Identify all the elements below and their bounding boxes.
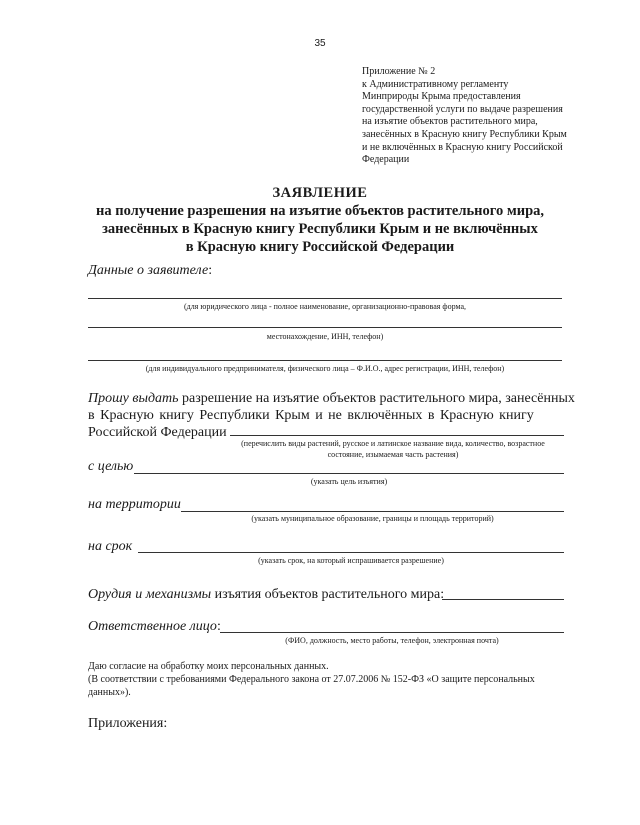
- responsible-caption: (ФИО, должность, место работы, телефон, электронная почта): [285, 636, 499, 645]
- consent-block: [88, 660, 568, 699]
- territory-caption: (указать муниципальное образование, границы и площадь территорий): [251, 514, 494, 523]
- page-number: 35: [314, 38, 326, 49]
- document-title: [0, 184, 640, 256]
- title-heading: ЗАЯВЛЕНИЕ: [272, 185, 368, 201]
- responsible-field[interactable]: [220, 632, 564, 633]
- request-line2: в Красную книгу Республики Крым и не включённых в Красную книгу: [88, 408, 534, 423]
- title-line: на получение разрешения на изъятие объектов растительного мира,: [95, 203, 545, 219]
- applicant-label-text: Данные о заявителе: [88, 263, 209, 278]
- appendix-line: Минприроды Крыма предоставления: [362, 91, 521, 103]
- appendix-header: [362, 66, 592, 167]
- species-caption-b: состояние, изымаемая часть растения): [327, 450, 459, 459]
- appendix-line: государственной услуги по выдаче разрешения: [362, 103, 563, 115]
- applicant-colon: :: [208, 263, 213, 278]
- appendix-line: к Административному регламенту: [362, 78, 509, 90]
- appendix-line: занесённых в Красную книгу Республики Крым: [362, 128, 567, 140]
- consent-line: данных»).: [88, 687, 131, 698]
- request-paragraph: [88, 390, 575, 441]
- purpose-field[interactable]: [134, 473, 564, 474]
- term-field[interactable]: [138, 552, 564, 553]
- responsible-colon: :: [216, 619, 221, 634]
- term-label: на срок: [88, 539, 133, 554]
- attachments-label: Приложения:: [88, 716, 168, 731]
- territory-label: на территории: [88, 497, 181, 512]
- appendix-line: и не включённых в Красную книгу Российской: [362, 141, 563, 153]
- consent-line: Даю согласие на обработку моих персональных данных.: [88, 661, 329, 672]
- request-line1: разрешение на изъятие объектов растительного мира, занесённых: [182, 391, 575, 406]
- applicant-caption-1: (для юридического лица - полное наименование, организационно-правовая форма,: [183, 302, 467, 311]
- responsible-label-text: Ответственное лицо: [88, 619, 217, 634]
- appendix-line: на изъятие объектов растительного мира,: [362, 116, 538, 128]
- title-line: в Красную книгу Российской Федерации: [185, 239, 455, 255]
- tools-italic: Орудия и механизмы: [88, 587, 212, 602]
- applicant-field-1[interactable]: [88, 298, 562, 299]
- appendix-line: Приложение № 2: [362, 66, 436, 77]
- responsible-label: [88, 619, 221, 635]
- consent-line: (В соответствии с требованиями Федерального закона от 27.07.2006 № 152-ФЗ «О защите персональных: [88, 674, 535, 685]
- request-italic: Прошу выдать: [88, 391, 179, 406]
- applicant-field-2[interactable]: [88, 327, 562, 328]
- applicant-label: [88, 263, 212, 279]
- tools-row: [88, 586, 444, 603]
- territory-field[interactable]: [181, 511, 564, 512]
- tools-field[interactable]: [442, 599, 564, 600]
- applicant-field-3[interactable]: [88, 360, 562, 361]
- applicant-caption-2: местонахождение, ИНН, телефон): [266, 332, 384, 341]
- title-line: занесённых в Красную книгу Республики Крым и не включённых: [102, 221, 538, 237]
- term-caption: (указать срок, на который испрашивается разрешение): [258, 556, 444, 565]
- applicant-caption-3: (для индивидуального предпринимателя, физического лица – Ф.И.О., адрес регистрации, ИНН, телефон): [145, 364, 505, 373]
- species-caption-a: (перечислить виды растений, русское и латинское название вида, количество, возрастное: [241, 439, 545, 448]
- purpose-label: с целью: [88, 459, 134, 474]
- purpose-caption: (указать цель изъятия): [310, 477, 388, 486]
- tools-text: изъятия объектов растительного мира:: [214, 587, 445, 602]
- species-field[interactable]: [230, 435, 564, 436]
- request-line3: Российской Федерации: [88, 425, 227, 440]
- appendix-line: Федерации: [362, 154, 410, 166]
